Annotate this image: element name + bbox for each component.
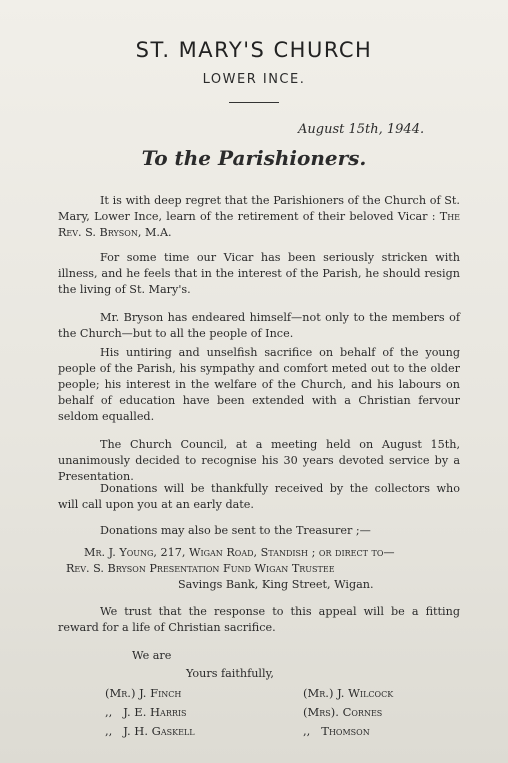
letter-date: August 15th, 1944. <box>298 122 425 137</box>
divider-rule <box>229 102 279 103</box>
church-name: ST. MARY'S CHURCH <box>135 38 373 62</box>
paragraph-closing: We trust that the response to this appeal will be a fitting reward for a life of Christian sacrifice. <box>58 605 460 634</box>
paragraph-retirement <box>58 193 460 241</box>
signatory-right-1: (Mr.) J. Wilcock <box>303 686 394 700</box>
signatory-right-2: (Mrs). Cornes <box>303 705 383 719</box>
vicar-name: The Rev. S. Bryson, M.A. <box>58 210 461 239</box>
we-are: We are <box>132 649 172 662</box>
paragraph-endeared: Mr. Bryson has endeared himself—not only to the members of the Church—but to all the people of Ince. <box>58 311 460 340</box>
paragraph-sacrifice: His untiring and unselfish sacrifice on behalf of the young people of the Parish, his sympathy and comfort meted out to the older people; his interest in the welfare of the Church, and his labours on behalf of education have been extended with a Christian fervour seldom equalled. <box>58 346 460 423</box>
treasurer-address: Mr. J. Young, 217, Wigan Road, Standish ; or direct to— <box>84 546 395 559</box>
church-location: LOWER INCE. <box>202 72 306 87</box>
paragraph-illness: For some time our Vicar has been seriously stricken with illness, and he feels that in the interest of the Parish, he should resign the living of St. Mary's. <box>58 251 460 296</box>
signatory-left-1: (Mr.) J. Finch <box>105 686 182 700</box>
paragraph-retirement-text: It is with deep regret that the Parishioners of the Church of St. Mary, Lower Ince, learn of the retirement of their beloved Vicar : <box>58 194 460 223</box>
fund-name: Rev. S. Bryson Presentation Fund Wigan Trustee <box>66 562 335 575</box>
bank-address: Savings Bank, King Street, Wigan. <box>178 578 374 591</box>
salutation: To the Parishioners. <box>141 146 367 170</box>
signatory-left-2: ,, J. E. Harris <box>105 705 187 719</box>
signatory-left-3: ,, J. H. Gaskell <box>105 724 195 738</box>
paragraph-donations: Donations will be thankfully received by the collectors who will call upon you at an early date. <box>58 482 460 511</box>
paragraph-council: The Church Council, at a meeting held on August 15th, unanimously decided to recognise his 30 years devoted service by a Presentation. <box>58 438 460 483</box>
yours-faithfully: Yours faithfully, <box>186 667 274 680</box>
signatory-right-3: ,, Thomson <box>303 724 370 738</box>
paragraph-treasurer: Donations may also be sent to the Treasurer ;— <box>100 524 371 537</box>
